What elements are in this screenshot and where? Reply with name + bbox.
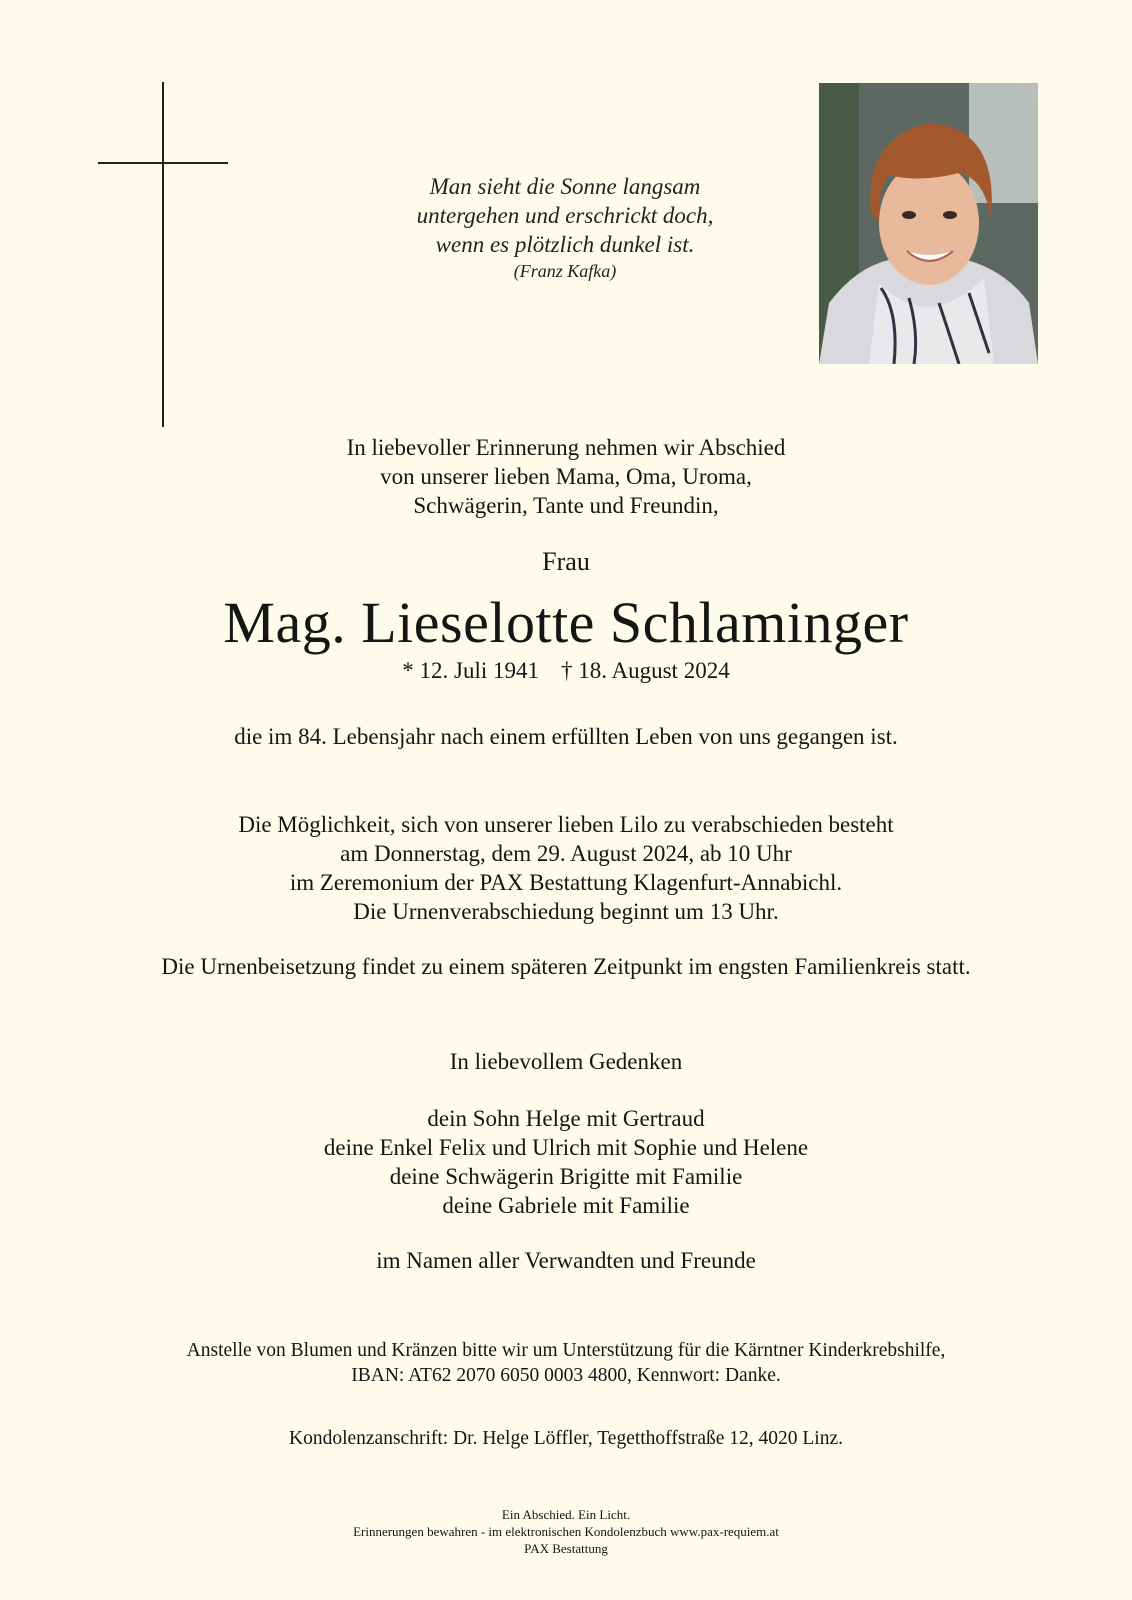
portrait-illustration <box>819 83 1038 364</box>
farewell-details <box>0 810 1132 926</box>
farewell-line: Die Urnenverabschiedung beginnt um 13 Uhr. <box>353 899 779 924</box>
family-member: dein Sohn Helge mit Gertraud <box>427 1106 705 1131</box>
footer-line: Erinnerungen bewahren - im elektronischen Kondolenzbuch www.pax-requiem.at <box>353 1524 779 1539</box>
intro-text <box>0 433 1132 520</box>
cross-icon-vertical <box>162 82 164 427</box>
family-member: deine Enkel Felix und Ulrich mit Sophie und Helene <box>323 1135 809 1160</box>
quote-line: untergehen und erschrickt doch, <box>416 203 714 228</box>
donation-line: IBAN: AT62 2070 6050 0003 4800, Kennwort: Danke. <box>351 1365 781 1386</box>
donation-note <box>0 1338 1132 1388</box>
age-line: die im 84. Lebensjahr nach einem erfüllten Leben von uns gegangen ist. <box>234 724 898 749</box>
footer-line: PAX Bestattung <box>524 1541 608 1556</box>
farewell-line: am Donnerstag, dem 29. August 2024, ab 10 Uhr <box>340 841 792 866</box>
salutation: Frau <box>542 547 590 576</box>
intro-line: Schwägerin, Tante und Freundin, <box>413 493 719 518</box>
life-dates <box>0 657 1132 685</box>
cross-icon-horizontal <box>98 162 228 164</box>
donation-line: Anstelle von Blumen und Kränzen bitte wir um Unterstützung für die Kärntner Kinderkrebshilfe, <box>186 1340 946 1361</box>
quote-line: Man sieht die Sonne langsam <box>429 174 701 199</box>
farewell-line: im Zeremonium der PAX Bestattung Klagenfurt-Annabichl. <box>289 870 843 895</box>
birth-date: * 12. Juli 1941 <box>402 658 540 683</box>
quote-author: (Franz Kafka) <box>513 261 617 281</box>
family-member: deine Gabriele mit Familie <box>442 1193 690 1218</box>
deceased-name: Mag. Lieselotte Schlaminger <box>223 590 909 655</box>
footer <box>0 1506 1132 1557</box>
portrait-photo <box>819 83 1038 364</box>
quote-line: wenn es plötzlich dunkel ist. <box>435 232 695 257</box>
farewell-line: Die Möglichkeit, sich von unserer lieben Lilo zu verabschieden besteht <box>238 812 894 837</box>
on-behalf-line: im Namen aller Verwandten und Freunde <box>376 1248 756 1273</box>
intro-line: von unserer lieben Mama, Oma, Uroma, <box>380 464 752 489</box>
intro-line: In liebevoller Erinnerung nehmen wir Abschied <box>346 435 786 460</box>
death-date: † 18. August 2024 <box>561 658 730 683</box>
footer-line: Ein Abschied. Ein Licht. <box>501 1507 631 1522</box>
family-list <box>0 1104 1132 1220</box>
condolence-address: Kondolenzanschrift: Dr. Helge Löffler, Tegetthoffstraße 12, 4020 Linz. <box>289 1428 843 1449</box>
kafka-quote <box>340 172 790 283</box>
burial-note: Die Urnenbeisetzung findet zu einem späteren Zeitpunkt im engsten Familienkreis statt. <box>161 954 971 979</box>
memory-heading: In liebevollem Gedenken <box>449 1049 683 1074</box>
family-member: deine Schwägerin Brigitte mit Familie <box>389 1164 743 1189</box>
